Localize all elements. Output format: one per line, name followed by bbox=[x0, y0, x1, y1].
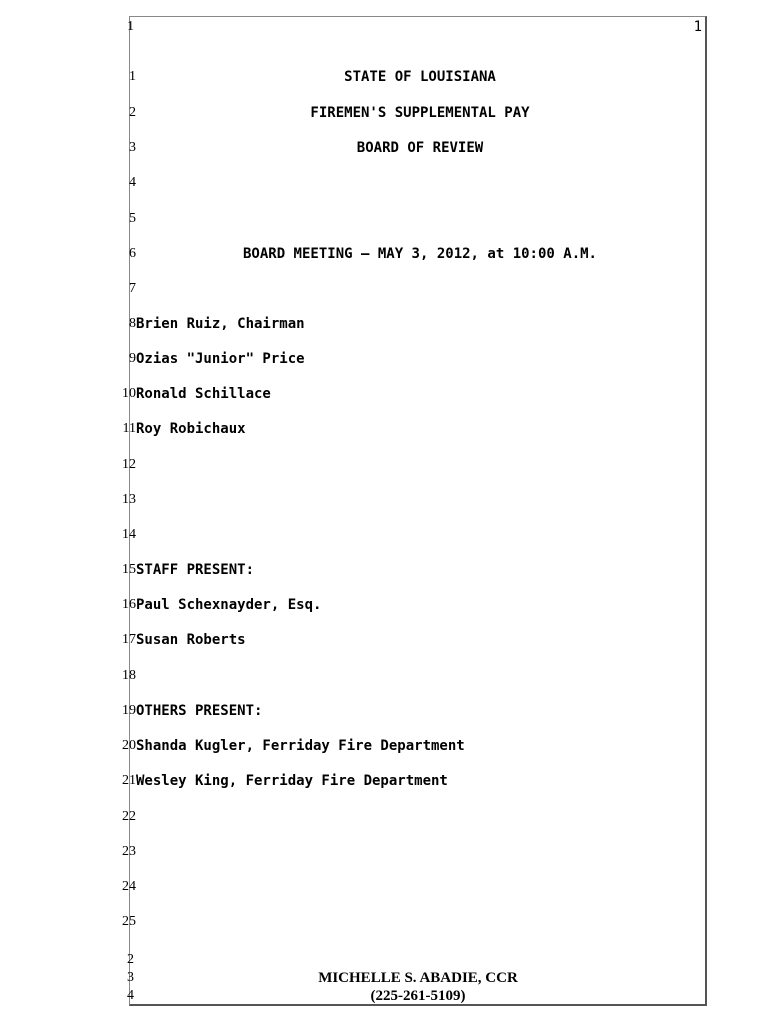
board-member: Roy Robichaux bbox=[136, 421, 246, 437]
line-number: 25 bbox=[122, 914, 136, 929]
staff-member: Susan Roberts bbox=[136, 632, 246, 648]
transcript-line bbox=[0, 281, 770, 301]
transcript-line bbox=[0, 773, 770, 793]
transcript-line bbox=[0, 738, 770, 758]
line-number: 20 bbox=[122, 738, 136, 753]
board-member: Ronald Schillace bbox=[136, 386, 271, 402]
page-number: 1 bbox=[693, 19, 702, 35]
transcript-line bbox=[0, 351, 770, 371]
transcript-line bbox=[0, 421, 770, 441]
board-member: Brien Ruiz, Chairman bbox=[136, 316, 305, 332]
line-number: 11 bbox=[122, 421, 136, 436]
line-number: 17 bbox=[122, 632, 136, 647]
transcript-line bbox=[0, 914, 770, 934]
line-number: 18 bbox=[122, 668, 136, 683]
footer-mark: 2 bbox=[127, 952, 134, 967]
transcript-line bbox=[0, 668, 770, 688]
transcript-line bbox=[0, 457, 770, 477]
transcript-line bbox=[0, 492, 770, 512]
line-number: 14 bbox=[122, 527, 136, 542]
transcript-line bbox=[0, 809, 770, 829]
line-number: 12 bbox=[122, 457, 136, 472]
line-number: 3 bbox=[129, 140, 136, 155]
line-number: 6 bbox=[129, 246, 136, 261]
footer-mark: 3 bbox=[127, 970, 134, 985]
line-number: 5 bbox=[129, 211, 136, 226]
section-heading-others: OTHERS PRESENT: bbox=[136, 703, 263, 719]
heading-state: STATE OF LOUISIANA bbox=[344, 69, 496, 85]
heading-board-name: FIREMEN'S SUPPLEMENTAL PAY bbox=[310, 105, 530, 121]
line-number: 13 bbox=[122, 492, 136, 507]
line-number: 10 bbox=[122, 386, 136, 401]
footer-mark: 4 bbox=[127, 988, 134, 1003]
transcript-line bbox=[0, 844, 770, 864]
reporter-name: MICHELLE S. ABADIE, CCR bbox=[318, 970, 518, 986]
reporter-phone: (225-261-5109) bbox=[370, 988, 466, 1004]
transcript-line bbox=[0, 879, 770, 899]
transcript-line bbox=[0, 211, 770, 231]
section-heading-staff: STAFF PRESENT: bbox=[136, 562, 255, 578]
line-number: 23 bbox=[122, 844, 136, 859]
line-number: 1 bbox=[129, 69, 136, 84]
transcript-line bbox=[0, 316, 770, 336]
top-line-mark: 1 bbox=[127, 19, 134, 34]
transcript-line bbox=[0, 175, 770, 195]
transcript-line bbox=[0, 703, 770, 723]
transcript-line bbox=[0, 386, 770, 406]
line-number: 2 bbox=[129, 105, 136, 120]
transcript-line bbox=[0, 562, 770, 582]
transcript-line bbox=[0, 69, 770, 89]
line-number: 8 bbox=[129, 316, 136, 331]
line-number: 21 bbox=[122, 773, 136, 788]
line-number: 22 bbox=[122, 809, 136, 824]
transcript-line bbox=[0, 597, 770, 617]
attendee: Wesley King, Ferriday Fire Department bbox=[136, 773, 448, 789]
line-number: 4 bbox=[129, 175, 136, 190]
staff-member: Paul Schexnayder, Esq. bbox=[136, 597, 322, 613]
transcript-line bbox=[0, 527, 770, 547]
transcript-line bbox=[0, 105, 770, 125]
line-number: 9 bbox=[129, 351, 136, 366]
line-number: 24 bbox=[122, 879, 136, 894]
line-number: 15 bbox=[122, 562, 136, 577]
board-member: Ozias "Junior" Price bbox=[136, 351, 305, 367]
transcript-line bbox=[0, 632, 770, 652]
line-number: 7 bbox=[129, 281, 136, 296]
line-number: 16 bbox=[122, 597, 136, 612]
heading-board-of-review: BOARD OF REVIEW bbox=[356, 140, 484, 156]
line-number: 19 bbox=[122, 703, 136, 718]
transcript-line bbox=[0, 140, 770, 160]
attendee: Shanda Kugler, Ferriday Fire Department bbox=[136, 738, 465, 754]
meeting-date-heading: BOARD MEETING – MAY 3, 2012, at 10:00 A.M. bbox=[242, 246, 597, 262]
transcript-line bbox=[0, 246, 770, 266]
